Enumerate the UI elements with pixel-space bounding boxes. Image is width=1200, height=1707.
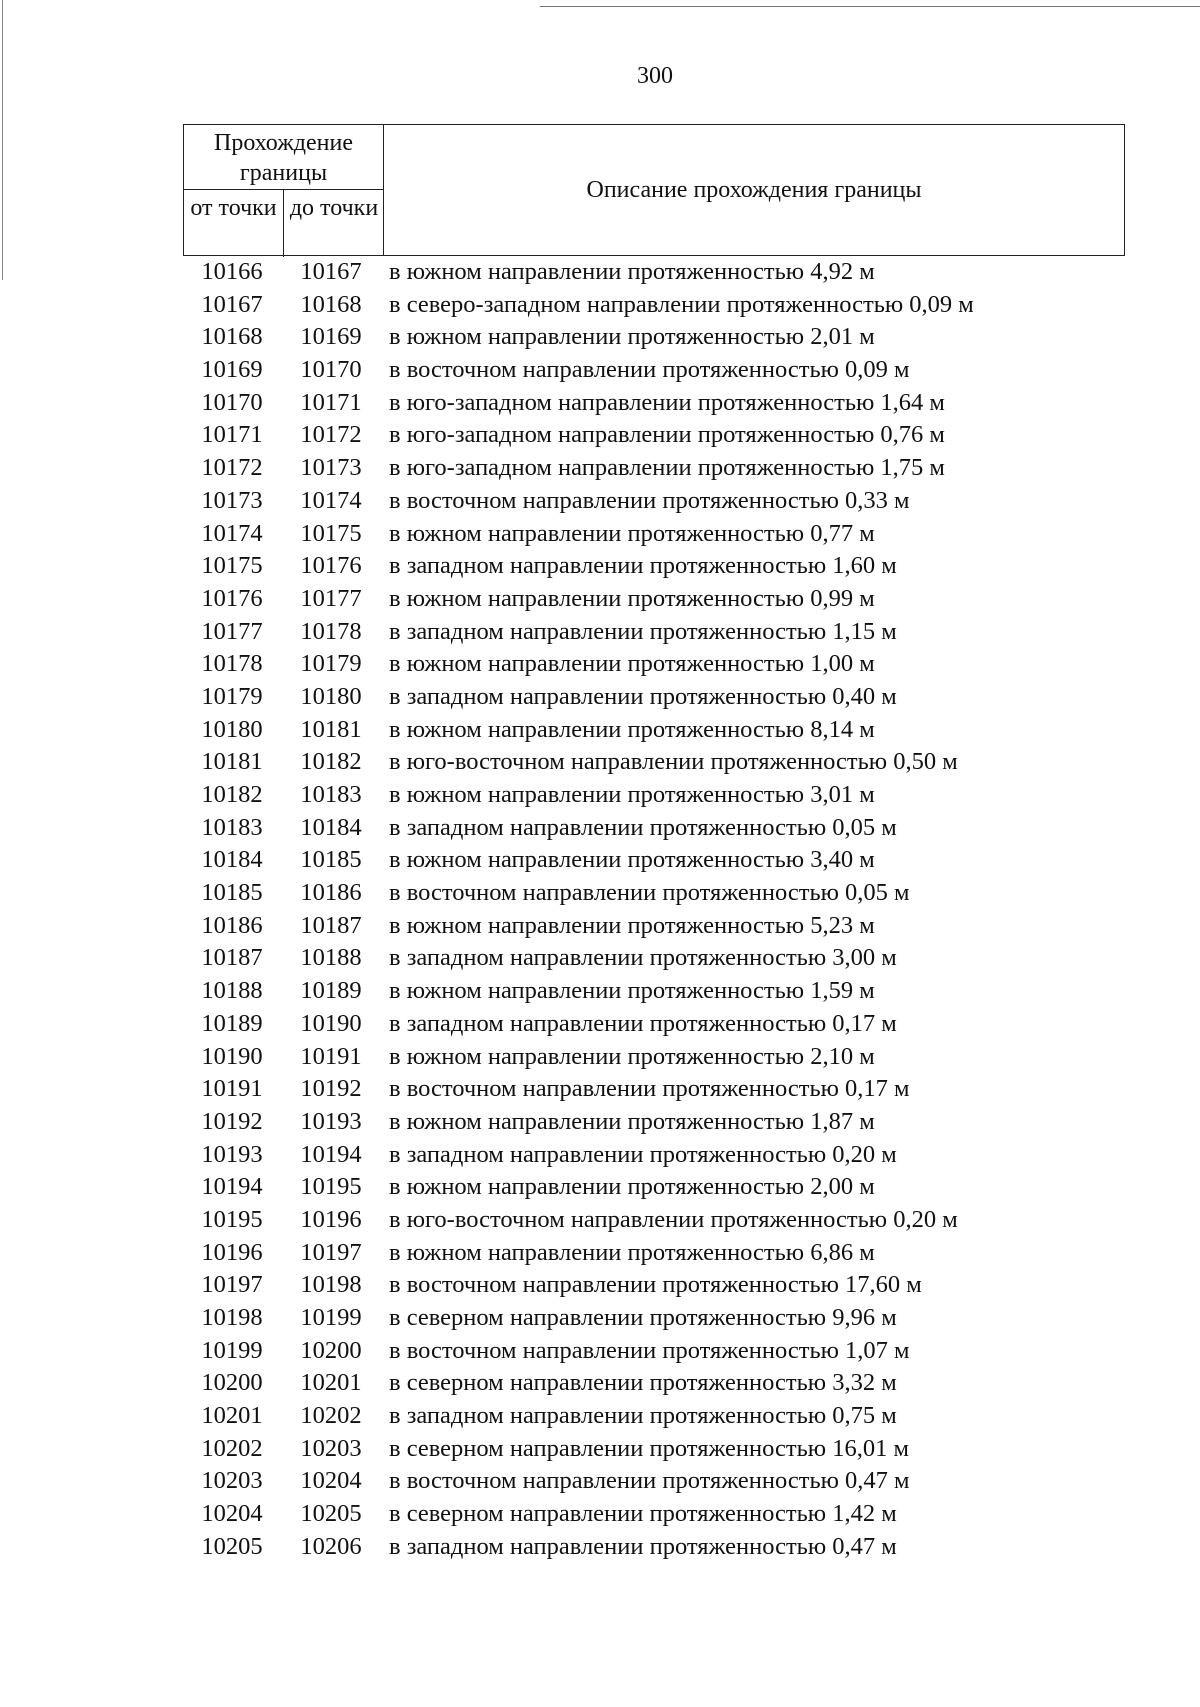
table-row — [183, 746, 1163, 779]
to-point-cell: 10204 — [300, 1467, 362, 1495]
table-row — [183, 1400, 1163, 1433]
table-row — [183, 1008, 1163, 1041]
description-cell: в северном направлении протяженностью 3,32 м — [389, 1369, 897, 1397]
description-cell: в южном направлении протяженностью 2,01 м — [389, 323, 875, 351]
table-row — [183, 256, 1163, 289]
table-row — [183, 616, 1163, 649]
table-row — [183, 1367, 1163, 1400]
from-point-cell: 10202 — [201, 1434, 263, 1462]
to-point-cell: 10175 — [300, 519, 362, 547]
table-row — [183, 1531, 1163, 1564]
description-cell: в восточном направлении протяженностью 0,05 м — [389, 879, 910, 907]
to-point-cell: 10176 — [300, 552, 362, 580]
table-row — [183, 1237, 1163, 1270]
description-cell: в южном направлении протяженностью 0,77 м — [389, 519, 875, 547]
from-point-cell: 10180 — [201, 715, 263, 743]
table-row — [183, 1269, 1163, 1302]
table-row — [183, 942, 1163, 975]
description-cell: в западном направлении протяженностью 0,40 м — [389, 682, 897, 710]
from-point-cell: 10189 — [201, 1009, 263, 1037]
table-row — [183, 289, 1163, 322]
from-point-cell: 10176 — [201, 584, 263, 612]
page-number: 300 — [637, 63, 673, 89]
from-point-cell: 10184 — [201, 846, 263, 874]
description-cell: в южном направлении протяженностью 2,00 м — [389, 1173, 875, 1201]
description-cell: в юго-восточном направлении протяженностью 0,50 м — [389, 748, 958, 776]
from-point-cell: 10195 — [201, 1205, 263, 1233]
from-point-cell: 10201 — [201, 1402, 263, 1430]
description-cell: в восточном направлении протяженностью 0,33 м — [389, 486, 910, 514]
table-row — [183, 1171, 1163, 1204]
table-row — [183, 354, 1163, 387]
description-cell: в южном направлении протяженностью 1,87 м — [389, 1107, 875, 1135]
from-point-cell: 10203 — [201, 1467, 263, 1495]
description-cell: в западном направлении протяженностью 1,60 м — [389, 552, 897, 580]
table-header — [183, 124, 1125, 256]
from-point-cell: 10186 — [201, 911, 263, 939]
from-point-cell: 10192 — [201, 1107, 263, 1135]
from-point-cell: 10168 — [201, 323, 263, 351]
from-point-cell: 10178 — [201, 650, 263, 678]
to-point-cell: 10172 — [300, 421, 362, 449]
header-group-label: Прохождение границы — [184, 125, 383, 190]
to-point-cell: 10195 — [300, 1173, 362, 1201]
from-point-cell: 10188 — [201, 977, 263, 1005]
table-row — [183, 518, 1163, 551]
to-point-cell: 10199 — [300, 1304, 362, 1331]
table-row — [183, 583, 1163, 616]
from-point-cell: 10170 — [201, 388, 263, 416]
from-point-cell: 10171 — [201, 421, 263, 449]
from-point-cell: 10185 — [201, 879, 263, 907]
to-point-cell: 10197 — [300, 1238, 362, 1266]
description-cell: в южном направлении протяженностью 2,10 м — [389, 1042, 875, 1070]
from-point-cell: 10198 — [201, 1304, 263, 1331]
table-row — [183, 1139, 1163, 1172]
description-cell: в южном направлении протяженностью 1,59 м — [389, 977, 875, 1005]
to-point-cell: 10198 — [300, 1271, 362, 1299]
table-row — [183, 1465, 1163, 1498]
to-point-cell: 10186 — [300, 879, 362, 907]
from-point-cell: 10182 — [201, 781, 263, 808]
description-cell: в северном направлении протяженностью 16,01 м — [389, 1434, 909, 1462]
to-point-cell: 10190 — [300, 1009, 362, 1037]
table-row — [183, 714, 1163, 747]
to-point-cell: 10191 — [300, 1042, 362, 1070]
description-cell: в западном направлении протяженностью 1,15 м — [389, 617, 897, 645]
to-point-cell: 10196 — [300, 1205, 362, 1233]
to-point-cell: 10189 — [300, 977, 362, 1005]
from-point-cell: 10197 — [201, 1271, 263, 1299]
from-point-cell: 10191 — [201, 1075, 263, 1103]
description-cell: в южном направлении протяженностью 6,86 м — [389, 1238, 875, 1266]
to-point-cell: 10183 — [300, 781, 362, 808]
to-point-cell: 10202 — [300, 1402, 362, 1430]
from-point-cell: 10194 — [201, 1173, 263, 1201]
header-description: Описание прохождения границы — [586, 176, 922, 203]
to-point-cell: 10171 — [300, 388, 362, 416]
table-row — [183, 550, 1163, 583]
description-cell: в юго-западном направлении протяженностью 1,75 м — [389, 454, 945, 482]
from-point-cell: 10193 — [201, 1140, 263, 1168]
description-cell: в юго-восточном направлении протяженностью 0,20 м — [389, 1205, 958, 1233]
table-body — [183, 256, 1163, 1564]
description-cell: в западном направлении протяженностью 0,47 м — [389, 1532, 897, 1560]
description-cell: в юго-западном направлении протяженностью 1,64 м — [389, 388, 945, 416]
table-row — [183, 681, 1163, 714]
table-row — [183, 877, 1163, 910]
from-point-cell: 10179 — [201, 682, 263, 710]
description-cell: в западном направлении протяженностью 0,20 м — [389, 1140, 897, 1168]
table-row — [183, 321, 1163, 354]
from-point-cell: 10199 — [201, 1336, 263, 1364]
from-point-cell: 10169 — [201, 356, 263, 384]
description-cell: в восточном направлении протяженностью 17,60 м — [389, 1271, 922, 1299]
to-point-cell: 10177 — [300, 584, 362, 612]
description-cell: в южном направлении протяженностью 3,01 м — [389, 781, 875, 808]
from-point-cell: 10204 — [201, 1500, 263, 1528]
from-point-cell: 10183 — [201, 813, 263, 841]
from-point-cell: 10166 — [201, 258, 263, 285]
from-point-cell: 10190 — [201, 1042, 263, 1070]
description-cell: в южном направлении протяженностью 3,40 м — [389, 846, 875, 874]
to-point-cell: 10169 — [300, 323, 362, 351]
to-point-cell: 10174 — [300, 486, 362, 514]
to-point-cell: 10179 — [300, 650, 362, 678]
table-row — [183, 1073, 1163, 1106]
table-row — [183, 1433, 1163, 1466]
from-point-cell: 10187 — [201, 944, 263, 972]
to-point-cell: 10180 — [300, 682, 362, 710]
header-from-point: от точки — [184, 190, 284, 257]
description-cell: в юго-западном направлении протяженностью 0,76 м — [389, 421, 945, 449]
to-point-cell: 10173 — [300, 454, 362, 482]
description-cell: в южном направлении протяженностью 1,00 м — [389, 650, 875, 678]
to-point-cell: 10185 — [300, 846, 362, 874]
from-point-cell: 10181 — [201, 748, 263, 776]
table-row — [183, 1204, 1163, 1237]
description-cell: в восточном направлении протяженностью 0,17 м — [389, 1075, 910, 1103]
header-to-point: до точки — [289, 195, 379, 221]
table-row — [183, 812, 1163, 845]
description-cell: в западном направлении протяженностью 0,17 м — [389, 1009, 897, 1037]
to-point-cell: 10194 — [300, 1140, 362, 1168]
from-point-cell: 10205 — [201, 1532, 263, 1560]
table-row — [183, 844, 1163, 877]
description-cell: в южном направлении протяженностью 4,92 м — [389, 258, 875, 285]
to-point-cell: 10178 — [300, 617, 362, 645]
description-cell: в западном направлении протяженностью 0,05 м — [389, 813, 897, 841]
to-point-cell: 10205 — [300, 1500, 362, 1528]
description-cell: в восточном направлении протяженностью 1,07 м — [389, 1336, 910, 1364]
description-cell: в южном направлении протяженностью 8,14 м — [389, 715, 875, 743]
description-cell: в западном направлении протяженностью 0,75 м — [389, 1402, 897, 1430]
to-point-cell: 10200 — [300, 1336, 362, 1364]
table-row — [183, 387, 1163, 420]
from-point-cell: 10174 — [201, 519, 263, 547]
from-point-cell: 10173 — [201, 486, 263, 514]
table-row — [183, 648, 1163, 681]
description-cell: в северном направлении протяженностью 9,96 м — [389, 1304, 897, 1331]
from-point-cell: 10167 — [201, 290, 263, 318]
description-cell: в северном направлении протяженностью 1,42 м — [389, 1500, 897, 1528]
table-row — [183, 452, 1163, 485]
table-row — [183, 975, 1163, 1008]
description-cell: в восточном направлении протяженностью 0,09 м — [389, 356, 910, 384]
description-cell: в западном направлении протяженностью 3,00 м — [389, 944, 897, 972]
description-cell: в северо-западном направлении протяженностью 0,09 м — [389, 290, 974, 318]
table-row — [183, 1335, 1163, 1368]
header-boundary-group — [184, 125, 384, 255]
to-point-cell: 10182 — [300, 748, 362, 776]
from-point-cell: 10200 — [201, 1369, 263, 1397]
to-point-cell: 10184 — [300, 813, 362, 841]
description-cell: в восточном направлении протяженностью 0,47 м — [389, 1467, 910, 1495]
from-point-cell: 10177 — [201, 617, 263, 645]
table-row — [183, 485, 1163, 518]
to-point-cell: 10193 — [300, 1107, 362, 1135]
description-cell: в южном направлении протяженностью 5,23 м — [389, 911, 875, 939]
table-row — [183, 1041, 1163, 1074]
from-point-cell: 10172 — [201, 454, 263, 482]
table-row — [183, 1302, 1163, 1335]
table-row — [183, 419, 1163, 452]
left-scan-rule — [2, 0, 3, 280]
to-point-cell: 10188 — [300, 944, 362, 972]
to-point-cell: 10187 — [300, 911, 362, 939]
to-point-cell: 10206 — [300, 1532, 362, 1560]
table-row — [183, 1106, 1163, 1139]
to-point-cell: 10203 — [300, 1434, 362, 1462]
to-point-cell: 10192 — [300, 1075, 362, 1103]
table-row — [183, 910, 1163, 943]
to-point-cell: 10201 — [300, 1369, 362, 1397]
top-scan-rule — [540, 6, 1200, 7]
table-row — [183, 1498, 1163, 1531]
description-cell: в южном направлении протяженностью 0,99 м — [389, 584, 875, 612]
from-point-cell: 10175 — [201, 552, 263, 580]
to-point-cell: 10170 — [300, 356, 362, 384]
to-point-cell: 10168 — [300, 290, 362, 318]
to-point-cell: 10167 — [300, 258, 362, 285]
table-row — [183, 779, 1163, 812]
from-point-cell: 10196 — [201, 1238, 263, 1266]
to-point-cell: 10181 — [300, 715, 362, 743]
